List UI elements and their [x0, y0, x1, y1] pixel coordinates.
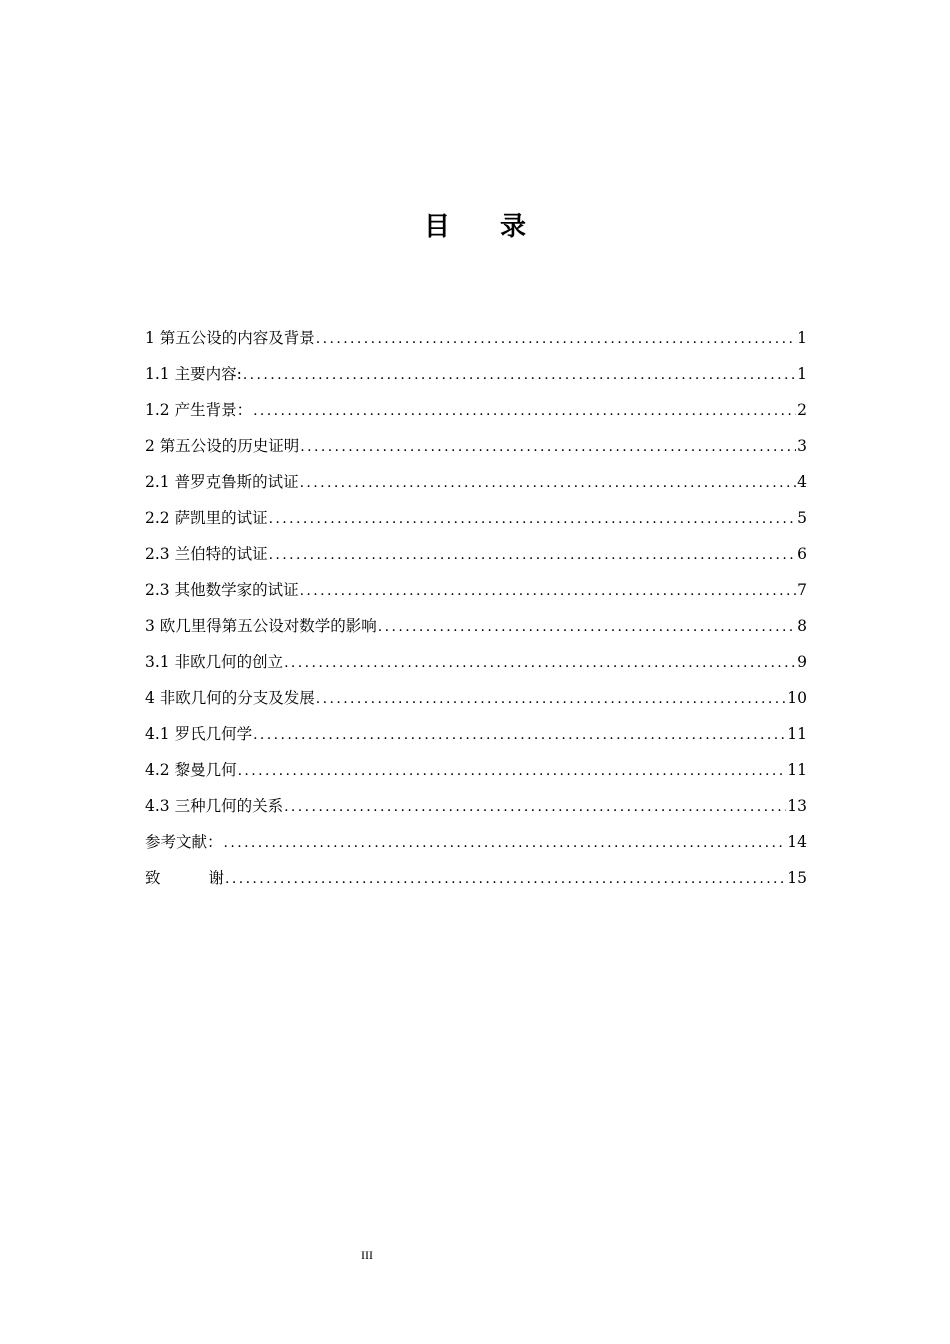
- toc-dot-leader: [300, 429, 796, 465]
- toc-dot-leader: [243, 357, 796, 393]
- toc-entry[interactable]: [145, 392, 807, 428]
- toc-entry-label: 2 第五公设的历史证明: [145, 437, 300, 455]
- toc-entry[interactable]: [145, 572, 807, 608]
- toc-entry[interactable]: [145, 500, 807, 536]
- toc-entry[interactable]: [145, 788, 807, 824]
- toc-entry-label: 2.1 普罗克鲁斯的试证: [145, 473, 299, 491]
- toc-entry-page: 14: [787, 833, 807, 851]
- toc-entry-acknowledgements[interactable]: [145, 860, 807, 896]
- toc-dot-leader: [378, 609, 796, 645]
- toc-entry[interactable]: [145, 716, 807, 752]
- toc-entry-page: 10: [787, 689, 807, 707]
- toc-entry-label: 2.3 其他数学家的试证: [145, 581, 299, 599]
- toc-dot-leader: [253, 393, 796, 429]
- toc-entry[interactable]: [145, 680, 807, 716]
- title-char-1: 目: [423, 212, 450, 242]
- page-title: [0, 206, 950, 243]
- toc-entry[interactable]: [145, 644, 807, 680]
- toc-entry-page: 11: [787, 725, 807, 743]
- toc-dot-leader: [300, 465, 797, 501]
- toc-entry-label: 2.2 萨凯里的试证: [145, 509, 268, 527]
- toc-entry[interactable]: [145, 320, 807, 356]
- toc-entry-label: 1 第五公设的内容及背景: [145, 329, 315, 347]
- toc-dot-leader: [238, 753, 787, 789]
- toc-label-char-1: 致: [145, 869, 161, 887]
- toc-entry-page: 4: [797, 473, 807, 491]
- toc-entry-label: 4 非欧几何的分支及发展: [145, 689, 315, 707]
- toc-entry-page: 9: [797, 653, 807, 671]
- toc-dot-leader: [284, 645, 796, 681]
- toc-entry-page: 15: [787, 869, 807, 887]
- toc-dot-leader: [316, 681, 786, 717]
- title-char-2: 录: [500, 212, 527, 242]
- toc-entry-page: 6: [797, 545, 807, 563]
- toc-dot-leader: [284, 789, 786, 825]
- toc-dot-leader: [269, 537, 797, 573]
- toc-entry-label: 4.2 黎曼几何: [145, 761, 237, 779]
- toc-entry-page: 3: [797, 437, 807, 455]
- toc-entry-label: 3.1 非欧几何的创立: [145, 653, 284, 671]
- toc-entry[interactable]: [145, 464, 807, 500]
- table-of-contents: [145, 320, 807, 896]
- toc-dot-leader: [253, 717, 786, 753]
- toc-dot-leader: [316, 321, 796, 357]
- page-number-footer: III: [361, 1248, 373, 1262]
- toc-entry[interactable]: [145, 428, 807, 464]
- toc-entry-label: 1.2 产生背景：: [145, 401, 253, 419]
- toc-entry-page: 1: [797, 329, 807, 347]
- toc-entry[interactable]: [145, 752, 807, 788]
- toc-entry-label: 4.1 罗氏几何学: [145, 725, 253, 743]
- toc-label-char-2: 谢: [208, 869, 225, 887]
- toc-entry-page: 7: [797, 581, 807, 599]
- toc-entry-page: 8: [797, 617, 807, 635]
- toc-dot-leader: [224, 825, 787, 861]
- toc-entry-label: 4.3 三种几何的关系: [145, 797, 284, 815]
- toc-entry-page: 1: [797, 365, 807, 383]
- toc-entry[interactable]: [145, 608, 807, 644]
- toc-entry-page: 5: [797, 509, 807, 527]
- toc-dot-leader: [225, 861, 786, 897]
- toc-entry-label: 1.1 主要内容:: [145, 365, 242, 383]
- toc-entry-page: 2: [797, 401, 807, 419]
- toc-entry-label: [145, 860, 224, 896]
- toc-entry-page: 11: [787, 761, 807, 779]
- toc-entry[interactable]: [145, 356, 807, 392]
- toc-entry-label: 参考文献：: [145, 833, 223, 851]
- toc-entry-label: 3 欧几里得第五公设对数学的影响: [145, 617, 377, 635]
- toc-entry-label: 2.3 兰伯特的试证: [145, 545, 268, 563]
- toc-dot-leader: [269, 501, 797, 537]
- toc-dot-leader: [300, 573, 797, 609]
- toc-entry-page: 13: [787, 797, 807, 815]
- toc-entry[interactable]: [145, 536, 807, 572]
- toc-entry[interactable]: [145, 824, 807, 860]
